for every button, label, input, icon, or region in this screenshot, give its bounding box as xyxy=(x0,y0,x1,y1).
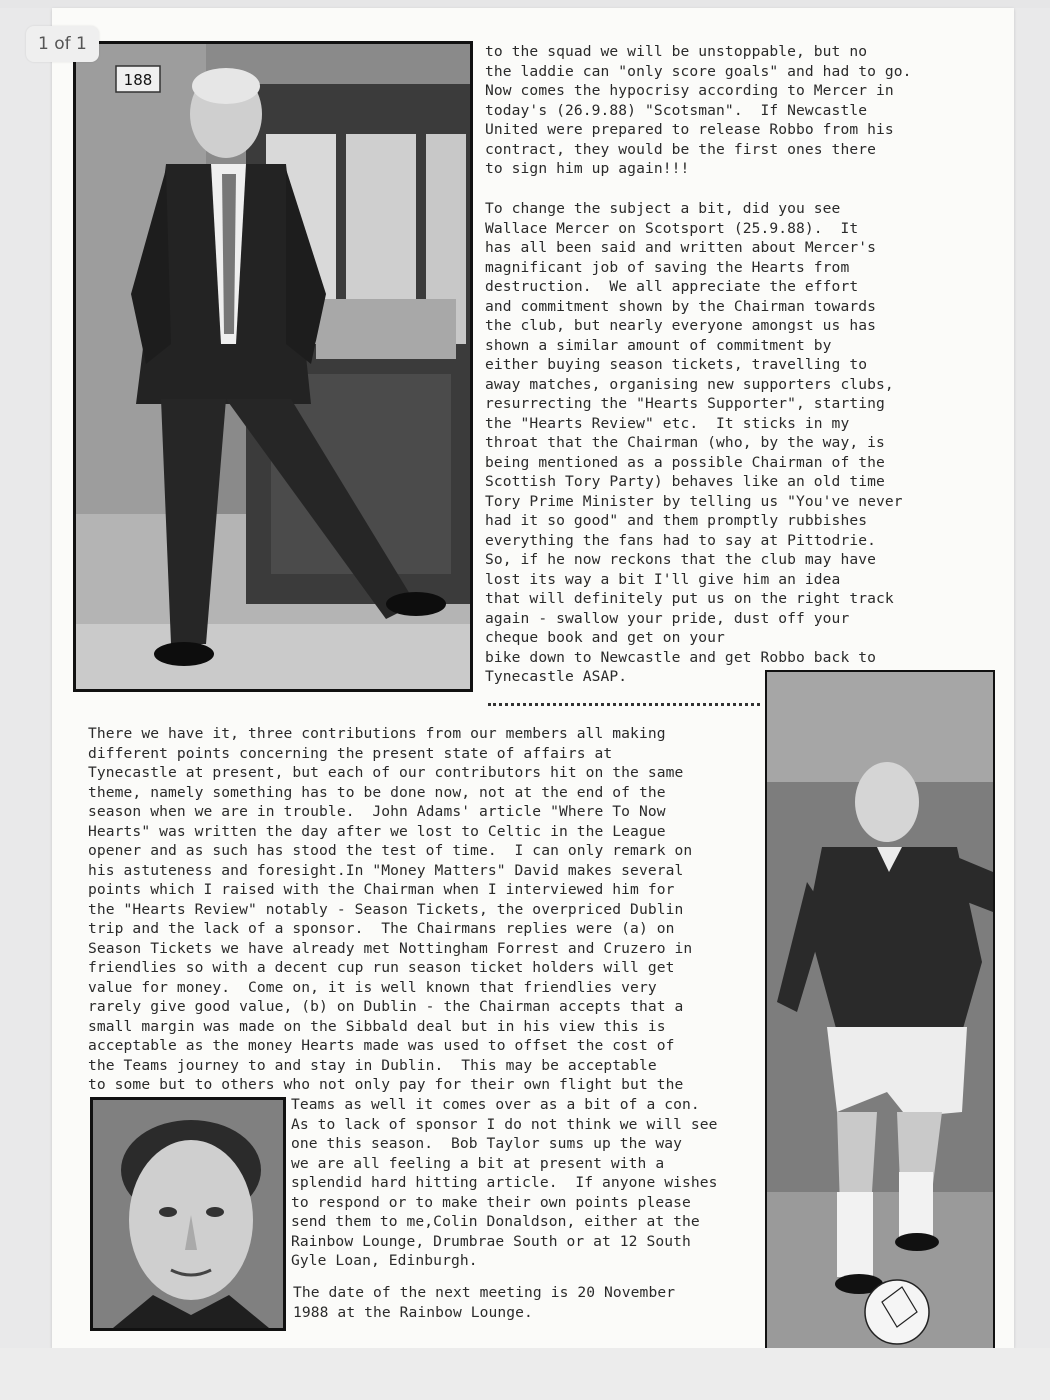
next-meeting-note: The date of the next meeting is 20 November 1988 at the Rainbow Lounge. xyxy=(293,1284,676,1321)
article-column-mercer: To change the subject a bit, did you see Wallace Mercer on Scotsport (25.9.88). It has all been said and written about Mercer's magnificant job of saving the Hearts from destruction. We all appreciate the effort and commitment shown by the Chairman towards the club, but nearly everyone amongst us has shown a similar amount of commitment by either buying season tickets, travelling to away matches, organising new supporters clubs, resurrecting the "Hearts Supporter", starting the "Hearts Review" etc. It sticks in my throat that the Chairman (who, by the way, is being mentioned as a possible Chairman of the Scottish Tory Party) behaves like an old time Tory Prime Minister by telling us "You've never had it so good" and them promptly rubbishes everything the fans had to say at Pittodrie. So, if he now reckons that the club may have lost its way a bit I'll give him an idea that will definitely put us on the right track again - swallow your pride, dust off your cheque book and get on your bike down to Newcastle and get Robbo back to Tynecastle ASAP. xyxy=(485,200,903,685)
viewer-bottom-bar xyxy=(0,1348,1050,1400)
chairman-doorway-photo xyxy=(73,41,473,692)
dotted-separator xyxy=(488,703,760,706)
article-column-top: to the squad we will be unstoppable, but no the laddie can "only score goals" and had to go. Now comes the hypocrisy according to Mercer in today's (26.9.88) "Scotsman". If Newcastle United were prepared to release Robbo from his contract, they would be the first ones there to sign him up again!!! xyxy=(485,43,912,177)
viewer-top-strip xyxy=(0,0,1050,8)
portrait-photo xyxy=(90,1097,286,1331)
page-counter: 1 of 1 xyxy=(26,26,99,62)
closing-paragraph: Teams as well it comes over as a bit of a con. As to lack of sponsor I do not think we will see one this season. Bob Taylor sums up the way we are all feeling a bit at present with a splendid hard hitting article. If anyone wishes to respond or to make their own points please send them to me,Colin Donaldson, either at the Rainbow Lounge, Drumbrae South or at 12 South Gyle Loan, Edinburgh. xyxy=(291,1096,718,1269)
door-number: 188 xyxy=(123,71,153,89)
footballer-photo xyxy=(765,670,995,1352)
document-page xyxy=(52,8,1014,1348)
summary-paragraph: There we have it, three contributions from our members all making different points concerning the present state of affairs at Tynecastle at present, but each of our contributors hit on the same theme, namely something has to be done now, not at the end of the season when we are in trouble. John Adams' article "Where To Now Hearts" was written the day after we lost to Celtic in the League opener and as such has stood the test of time. I can only remark on his astuteness and foresight.In "Money Matters" David makes several points which I raised with the Chairman when I interviewed him for the "Hearts Review" notably - Season Tickets, the overpriced Dublin trip and the lack of a sponsor. The Chairmans replies were (a) on Season Tickets we have already met Nottingham Forrest and Cruzero in friendlies so with a decent cup run season ticket holders will get value for money. Come on, it is well known that friendlies very rarely give good value, (b) on Dublin - the Chairman accepts that a small margin was made on the Sibbald deal but in his view this is acceptable as the money Hearts made was used to offset the cost of the Teams journey to and stay in Dublin. This may be acceptable to some but to others who not only pay for their own flight but the xyxy=(88,725,693,1093)
